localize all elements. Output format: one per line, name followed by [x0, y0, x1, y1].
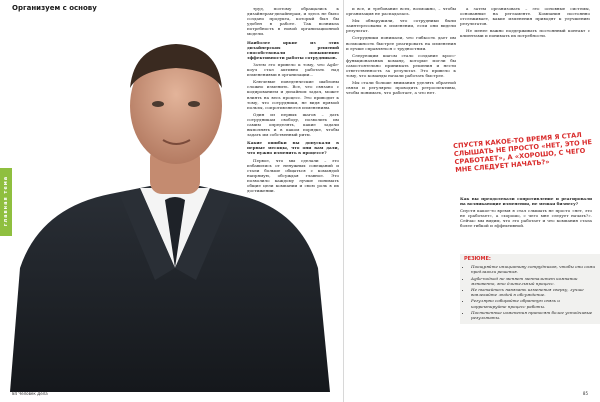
article-column-2 — [346, 6, 456, 98]
summary-item: • Постепенные изменения приносят более устойчивые результаты. — [471, 310, 596, 320]
paragraph: Один из первых шагов – дать сотрудникам свободу, позволить им самим определять, какие задачи выполнять и в каком порядке, чтобы задать им собственный ритм. — [247, 111, 339, 138]
summary-item: • Не пытайтесь навязать изменения сверху, лучше вовлекайте людей в обсуждение. — [471, 287, 596, 297]
paragraph: Мы обнаружили, что сотрудники были заинтересованы в изменении, если они видели результат. — [346, 18, 456, 34]
paragraph: Спустя какое-то время я стал слышать не просто «нет, это не сработает», а «хорошо, с чего мне следует начать?». Сейчас мы видим, что это работает и что компания стала более гибкой и эффективной. — [460, 208, 592, 229]
article-column-1 — [247, 6, 339, 195]
summary-item: • Регулярно собирайте обратную связь и корректируйте процесс работы. — [471, 298, 596, 308]
article-column-3 — [460, 6, 590, 41]
summary-list — [464, 264, 596, 320]
pull-quote: СПУСТЯ КАКОЕ-ТО ВРЕМЯ Я СТАЛ СЛЫШАТЬ НЕ ПРОСТО «НЕТ, ЭТО НЕ СРАБОТАЕТ», А «ХОРОШО, С ЧЕГО МНЕ СЛЕДУЕТ НАЧАТЬ?» — [452, 130, 593, 175]
paragraph: Мы стали больше внимания уделять обратной связи и регулярно проводить ретроспективы, чтобы понимать, что работает, а что нет. — [346, 80, 456, 96]
summary-title: РЕЗЮМЕ: — [464, 256, 491, 262]
section-side-tab — [0, 168, 12, 236]
paragraph: труд, поэтому обращались к дизайнерам-дизайнерам, и здесь не было создано продукта, который был бы удобен в работе. Так возникла потребность в новой организационной модели. — [247, 6, 339, 37]
interview-question: Как вы преодолевали сопротивление и реагировали на возникающие изменения, не мешая бизнесу? — [460, 196, 592, 207]
summary-box — [460, 254, 600, 324]
paragraph: Следующим шагом стало создание кросс-функциональных команд, которые могли бы самостоятельно принимать решения и нести ответственность за результат. Это привело к тому, что команды начали работать быстрее. — [346, 52, 456, 79]
side-tab-label: главная тема — [3, 175, 9, 227]
paragraph: и все, и требование всех, возможно, – чтобы организация не распадалась. — [346, 6, 456, 17]
paragraph: Сотрудники понимали, что гибкость дает им возможность быстрее реагировать на изменения и лучше справляться с трудностями. — [346, 35, 456, 51]
paragraph: Не менее важно поддерживать постоянный контакт с клиентами и понимать их потребности. — [460, 28, 590, 39]
article-column-4 — [460, 196, 592, 231]
summary-item: • Agile-подход не меняет менталитет компании мгновенно, это длительный процесс. — [471, 276, 596, 286]
footer-right: 85 — [582, 391, 588, 396]
paragraph: Затем это привело к тому, что Agile-коуч стал активно работать над изменениями в организации... — [247, 61, 339, 78]
paragraph: Ключевые поведенческие шаблоны сложно изменить. Все, что связано с кодированием и дизайном задач, может влиять на весь процесс. Это приводит к тому, что сотрудники, не видя прямой пользы, сопротивляются изменениям. — [247, 79, 339, 110]
footer-left: 84 Человек Дела — [12, 391, 48, 396]
paragraph: Первое, что мы сделали – это избавились от ненужных совещаний и стали больше общаться с командой напрямую, обсуждая главное. Это позволило каждому лучше понимать общие цели компании и свою роль в их достижении. — [247, 157, 339, 194]
section-title: Организуем с основу — [12, 4, 97, 12]
summary-item: • Поощряйте инициативу сотрудников, чтобы они сами предлагали решения. — [471, 264, 596, 274]
page-fold — [343, 0, 344, 402]
paragraph: а затем организовать – это основные системы, основанные на регламенте. Компания постоянно отслеживает, какие изменения приводят к улучшению результатов. — [460, 6, 590, 27]
paragraph: Наиболее яркие из этих дизайнерских решений способствовали повышению эффективности работы сотрудников. — [247, 39, 339, 60]
interview-question: Какие ошибки вы допускали в первые месяцы, что они вам дали, что нужно изменить в процессе? — [247, 140, 339, 156]
